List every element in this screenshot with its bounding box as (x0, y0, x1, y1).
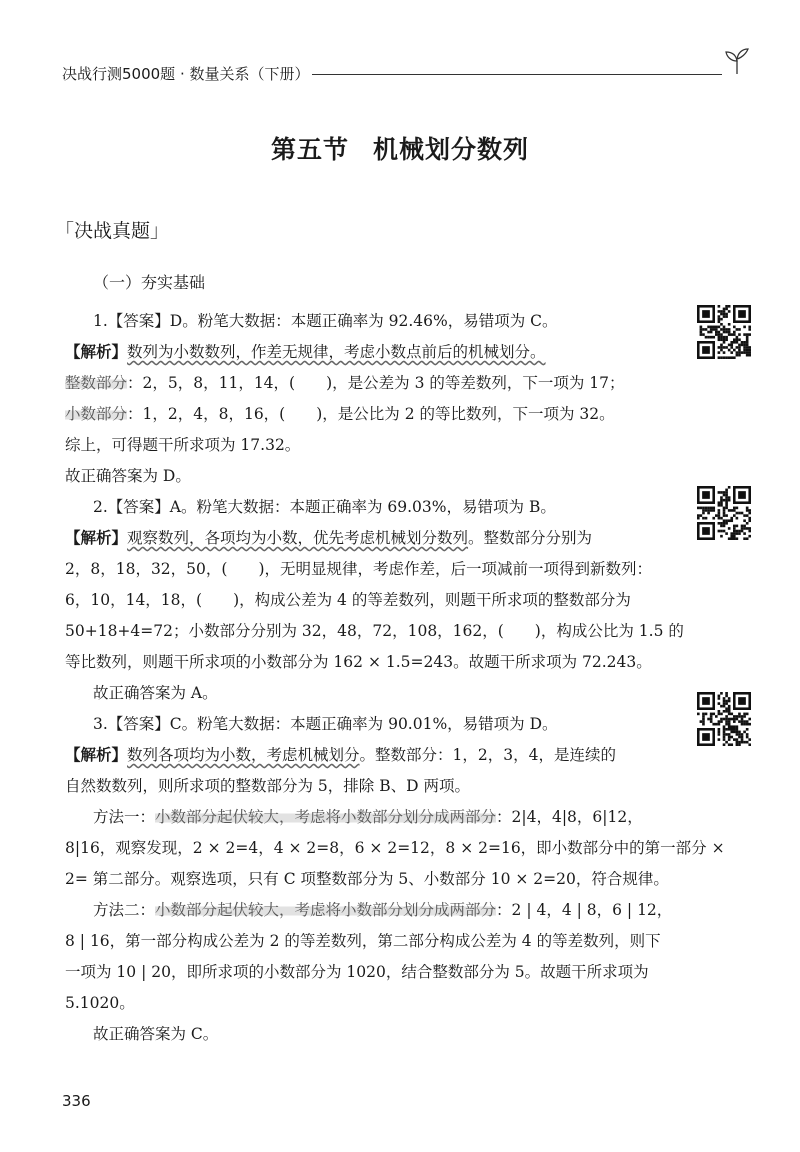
text-line: 50+18+4=72；小数部分分别为 32，48，72，108，162，( )，构成公比为 1.5 的 (65, 622, 684, 640)
text-line: 自然数数列，则所求项的整数部分为 5，排除 B、D 两项。 (65, 777, 470, 795)
text-line: 整数部分：2，5，8，11，14，( )，是公差为 3 的等差数列，下一项为 17； (65, 374, 625, 392)
text-line: 等比数列，则题干所求项的小数部分为 162 × 1.5=243。故题干所求项为 72.243。 (65, 653, 652, 671)
block-heading: 「决战真题」 (55, 220, 170, 242)
conclusion-line: 故正确答案为 D。 (65, 467, 191, 485)
qr-code-icon[interactable] (697, 692, 751, 746)
text-line: 5.1020。 (65, 994, 135, 1012)
method-line: 方法二：小数部分起伏较大，考虑将小数部分划分成两部分：2 | 4，4 | 8，6 | 12， (93, 901, 673, 919)
section-name: 机械划分数列 (373, 135, 530, 164)
text-line: 6，10，14，18，( )，构成公差为 4 的等差数列，则题干所求项的整数部分为 (65, 591, 631, 609)
analysis-line: 【解析】数列为小数数列，作差无规律，考虑小数点前后的机械划分。 (65, 342, 546, 361)
answer-line: 3.【答案】C。粉笔大数据：本题正确率为 90.01%，易错项为 D。 (93, 715, 558, 733)
text-line: 2，8，18，32，50，( )，无明显规律，考虑作差，后一项减前一项得到新数列： (65, 560, 652, 578)
conclusion-line: 故正确答案为 A。 (93, 684, 218, 702)
header-title: 决战行测5000题 · 数量关系（下册） (62, 65, 310, 83)
section-title (0, 130, 800, 166)
sub-heading: （一）夯实基础 (93, 273, 206, 292)
answer-line: 1.【答案】D。粉笔大数据：本题正确率为 92.46%，易错项为 C。 (93, 312, 558, 330)
text-line: 一项为 10 | 20，即所求项的小数部分为 1020，结合整数部分为 5。故题干所求项为 (65, 963, 649, 981)
text-line: 综上，可得题干所求项为 17.32。 (65, 436, 301, 454)
analysis-line: 【解析】数列各项均为小数，考虑机械划分。整数部分：1，2，3，4，是连续的 (65, 745, 616, 764)
text-line: 8 | 16，第一部分构成公差为 2 的等差数列，第二部分构成公差为 4 的等差数列，则下 (65, 932, 661, 950)
conclusion-line: 故正确答案为 C。 (93, 1025, 219, 1043)
header-rule (312, 74, 722, 75)
text-line: 8|16，观察发现，2 × 2=4，4 × 2=8，6 × 2=12，8 × 2=16，即小数部分中的第一部分 × (65, 839, 725, 857)
answer-line: 2.【答案】A。粉笔大数据：本题正确率为 69.03%，易错项为 B。 (93, 498, 556, 516)
text-line: 2= 第二部分。观察选项，只有 C 项整数部分为 5、小数部分 10 × 2=20，符合规律。 (65, 870, 669, 888)
sprout-icon (722, 46, 752, 76)
running-header (62, 60, 752, 90)
analysis-line: 【解析】观察数列，各项均为小数，优先考虑机械划分数列。整数部分分别为 (65, 528, 593, 547)
section-number: 第五节 (270, 135, 349, 164)
method-line: 方法一：小数部分起伏较大，考虑将小数部分划分成两部分：2|4，4|8，6|12， (93, 808, 643, 826)
text-line: 小数部分：1，2，4，8，16，( )，是公比为 2 的等比数列，下一项为 32。 (65, 405, 615, 423)
qr-code-icon[interactable] (697, 486, 751, 540)
page-number: 336 (62, 1092, 91, 1110)
qr-code-icon[interactable] (697, 305, 751, 359)
